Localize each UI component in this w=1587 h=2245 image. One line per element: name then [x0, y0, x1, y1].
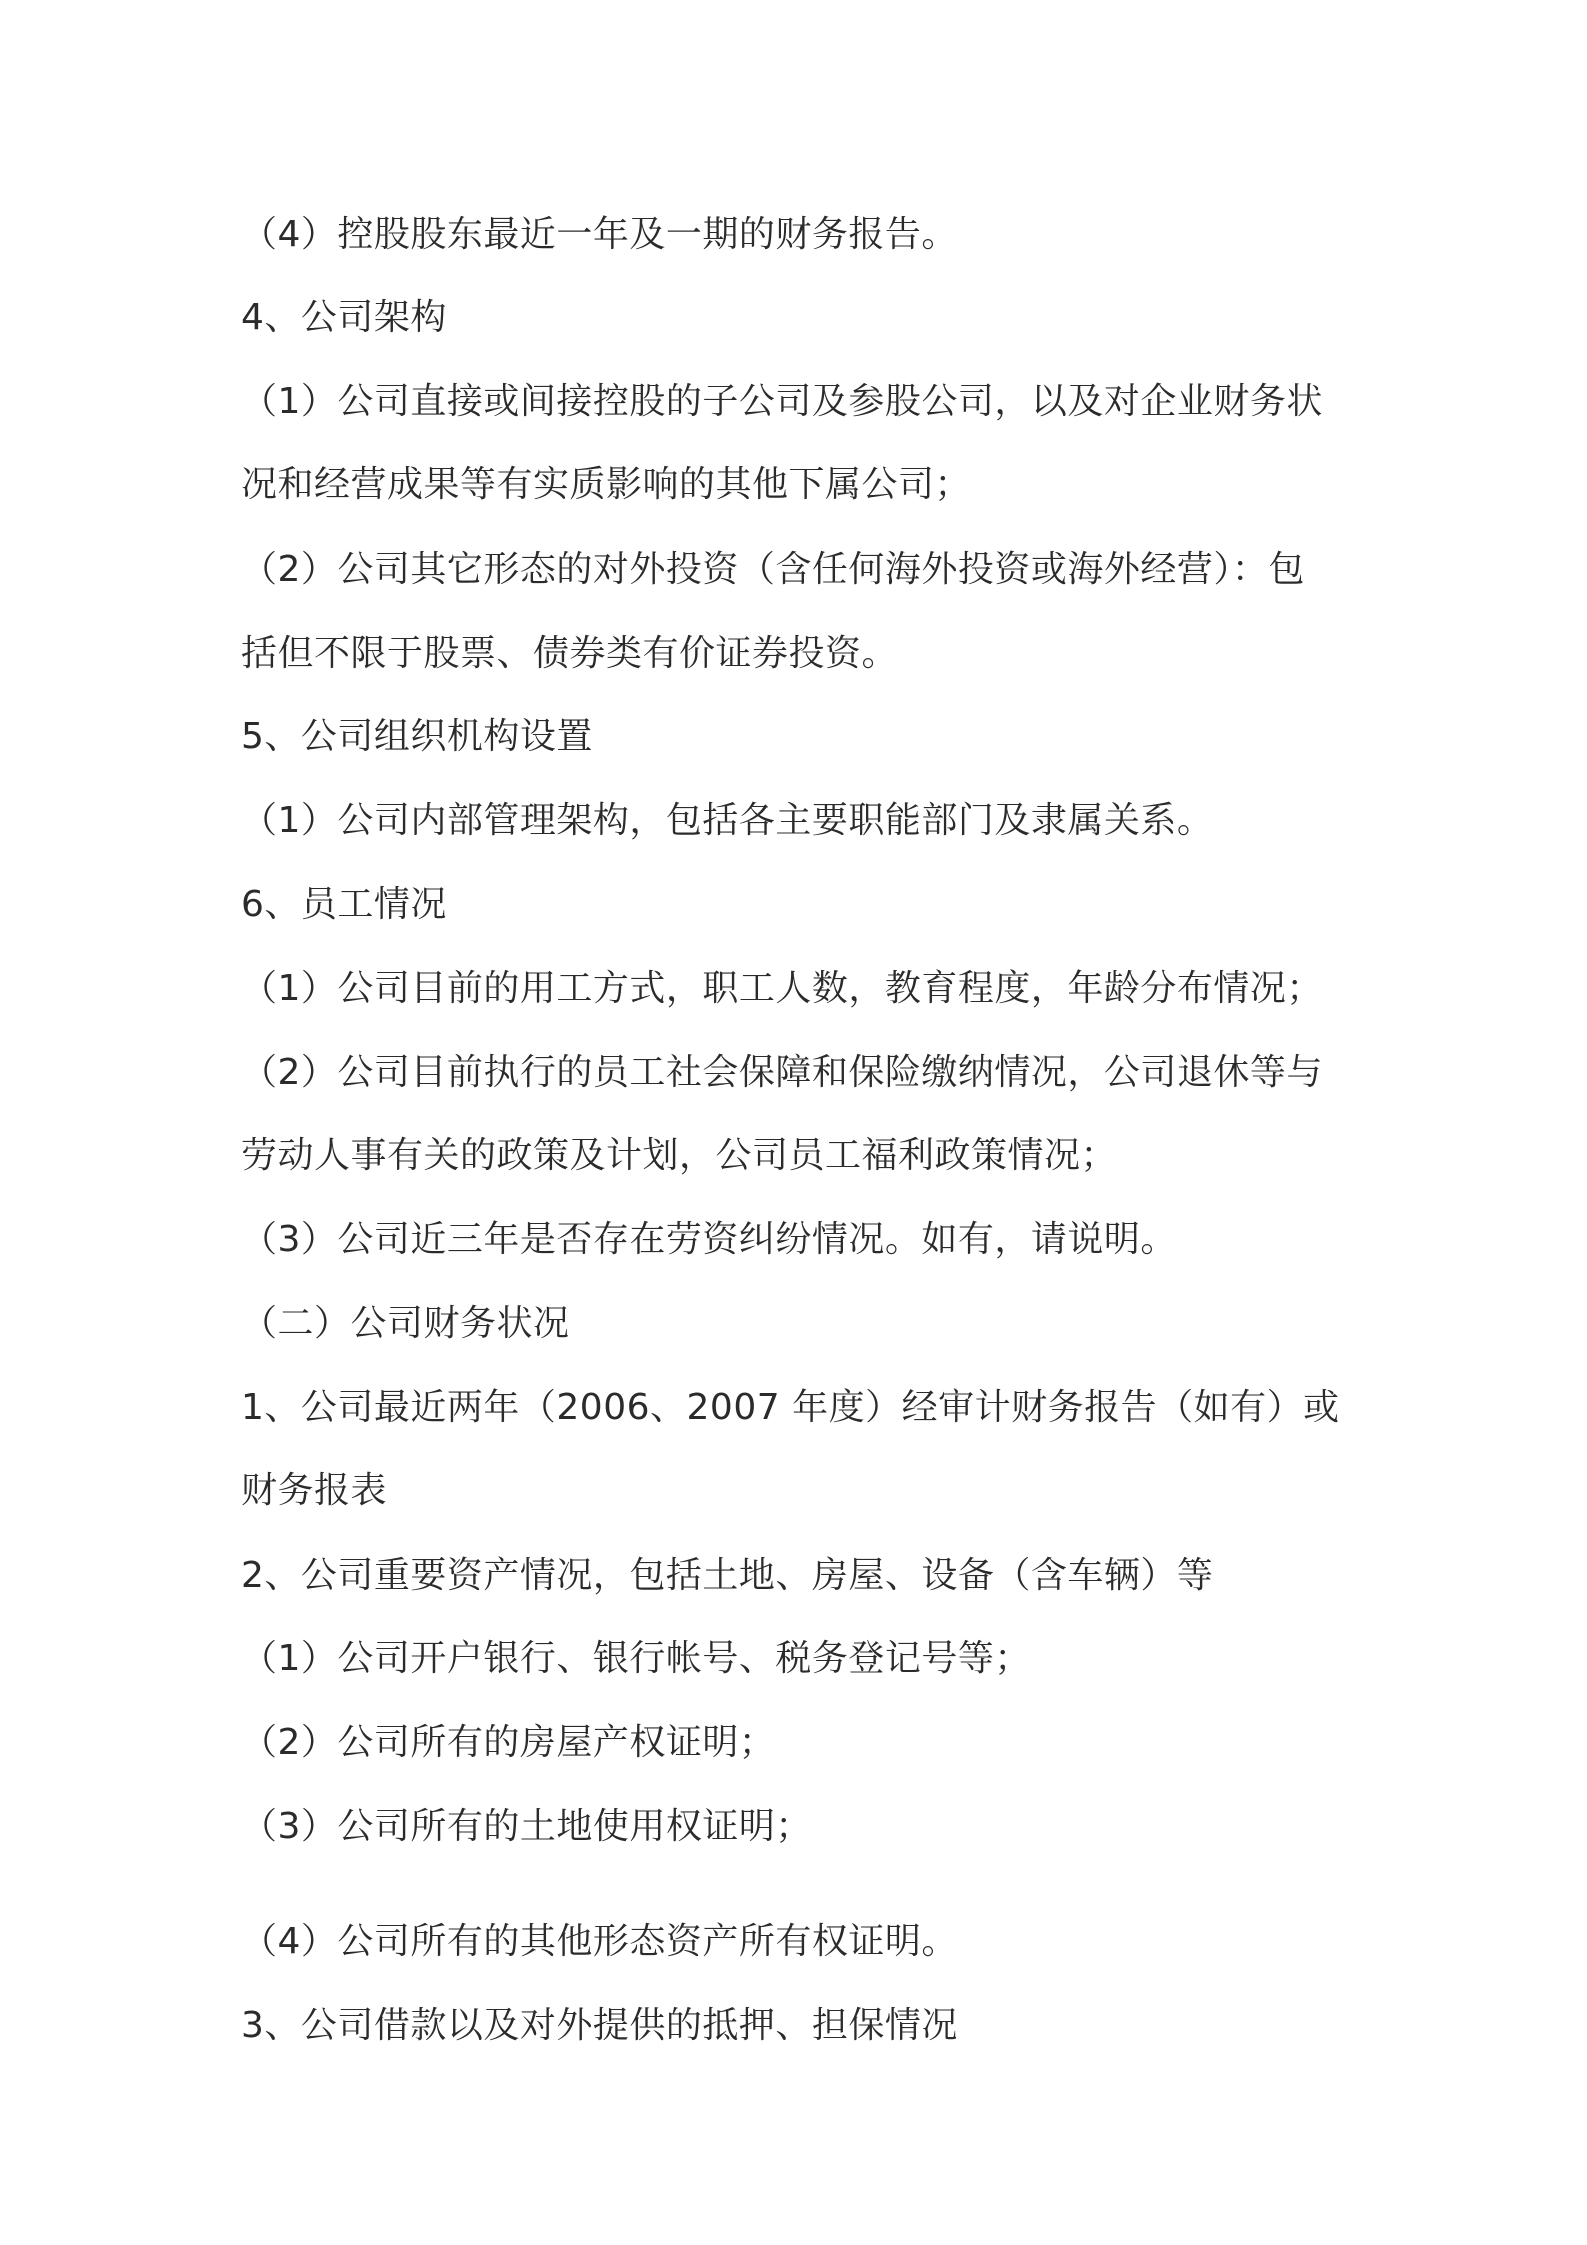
text-line: 括但不限于股票、债券类有价证券投资。	[241, 633, 899, 674]
text-line: 劳动人事有关的政策及计划，公司员工福利政策情况；	[241, 1135, 1118, 1176]
section-heading: 3、公司借款以及对外提供的抵押、担保情况	[241, 2005, 958, 2046]
section-heading: 6、员工情况	[241, 884, 447, 925]
text-line: （1）公司开户银行、银行帐号、税务登记号等；	[241, 1638, 1031, 1679]
section-heading: 4、公司架构	[241, 297, 447, 338]
section-heading: （二）公司财务状况	[241, 1303, 570, 1344]
text-line: 况和经营成果等有实质影响的其他下属公司；	[241, 464, 972, 505]
text-line: （1）公司内部管理架构，包括各主要职能部门及隶属关系。	[241, 800, 1214, 841]
text-line: （4）公司所有的其他形态资产所有权证明。	[241, 1921, 958, 1962]
text-line: （4）控股股东最近一年及一期的财务报告。	[241, 214, 958, 255]
text-line: （2）公司其它形态的对外投资（含任何海外投资或海外经营）：包	[241, 549, 1305, 590]
text-line: （1）公司直接或间接控股的子公司及参股公司，以及对企业财务状	[241, 381, 1323, 422]
text-line: 财务报表	[241, 1470, 388, 1511]
text-line: （3）公司所有的土地使用权证明；	[241, 1806, 812, 1847]
text-line: （1）公司目前的用工方式，职工人数，教育程度，年龄分布情况；	[241, 968, 1323, 1009]
text-line: （2）公司所有的房屋产权证明；	[241, 1722, 776, 1763]
section-heading: 2、公司重要资产情况，包括土地、房屋、设备（含车辆）等	[241, 1555, 1214, 1596]
section-heading: 5、公司组织机构设置	[241, 716, 593, 757]
text-line: （2）公司目前执行的员工社会保障和保险缴纳情况，公司退休等与	[241, 1052, 1323, 1093]
text-line: （3）公司近三年是否存在劳资纠纷情况。如有，请说明。	[241, 1219, 1177, 1260]
section-heading: 1、公司最近两年（2006、2007 年度）经审计财务报告（如有）或	[241, 1387, 1340, 1428]
